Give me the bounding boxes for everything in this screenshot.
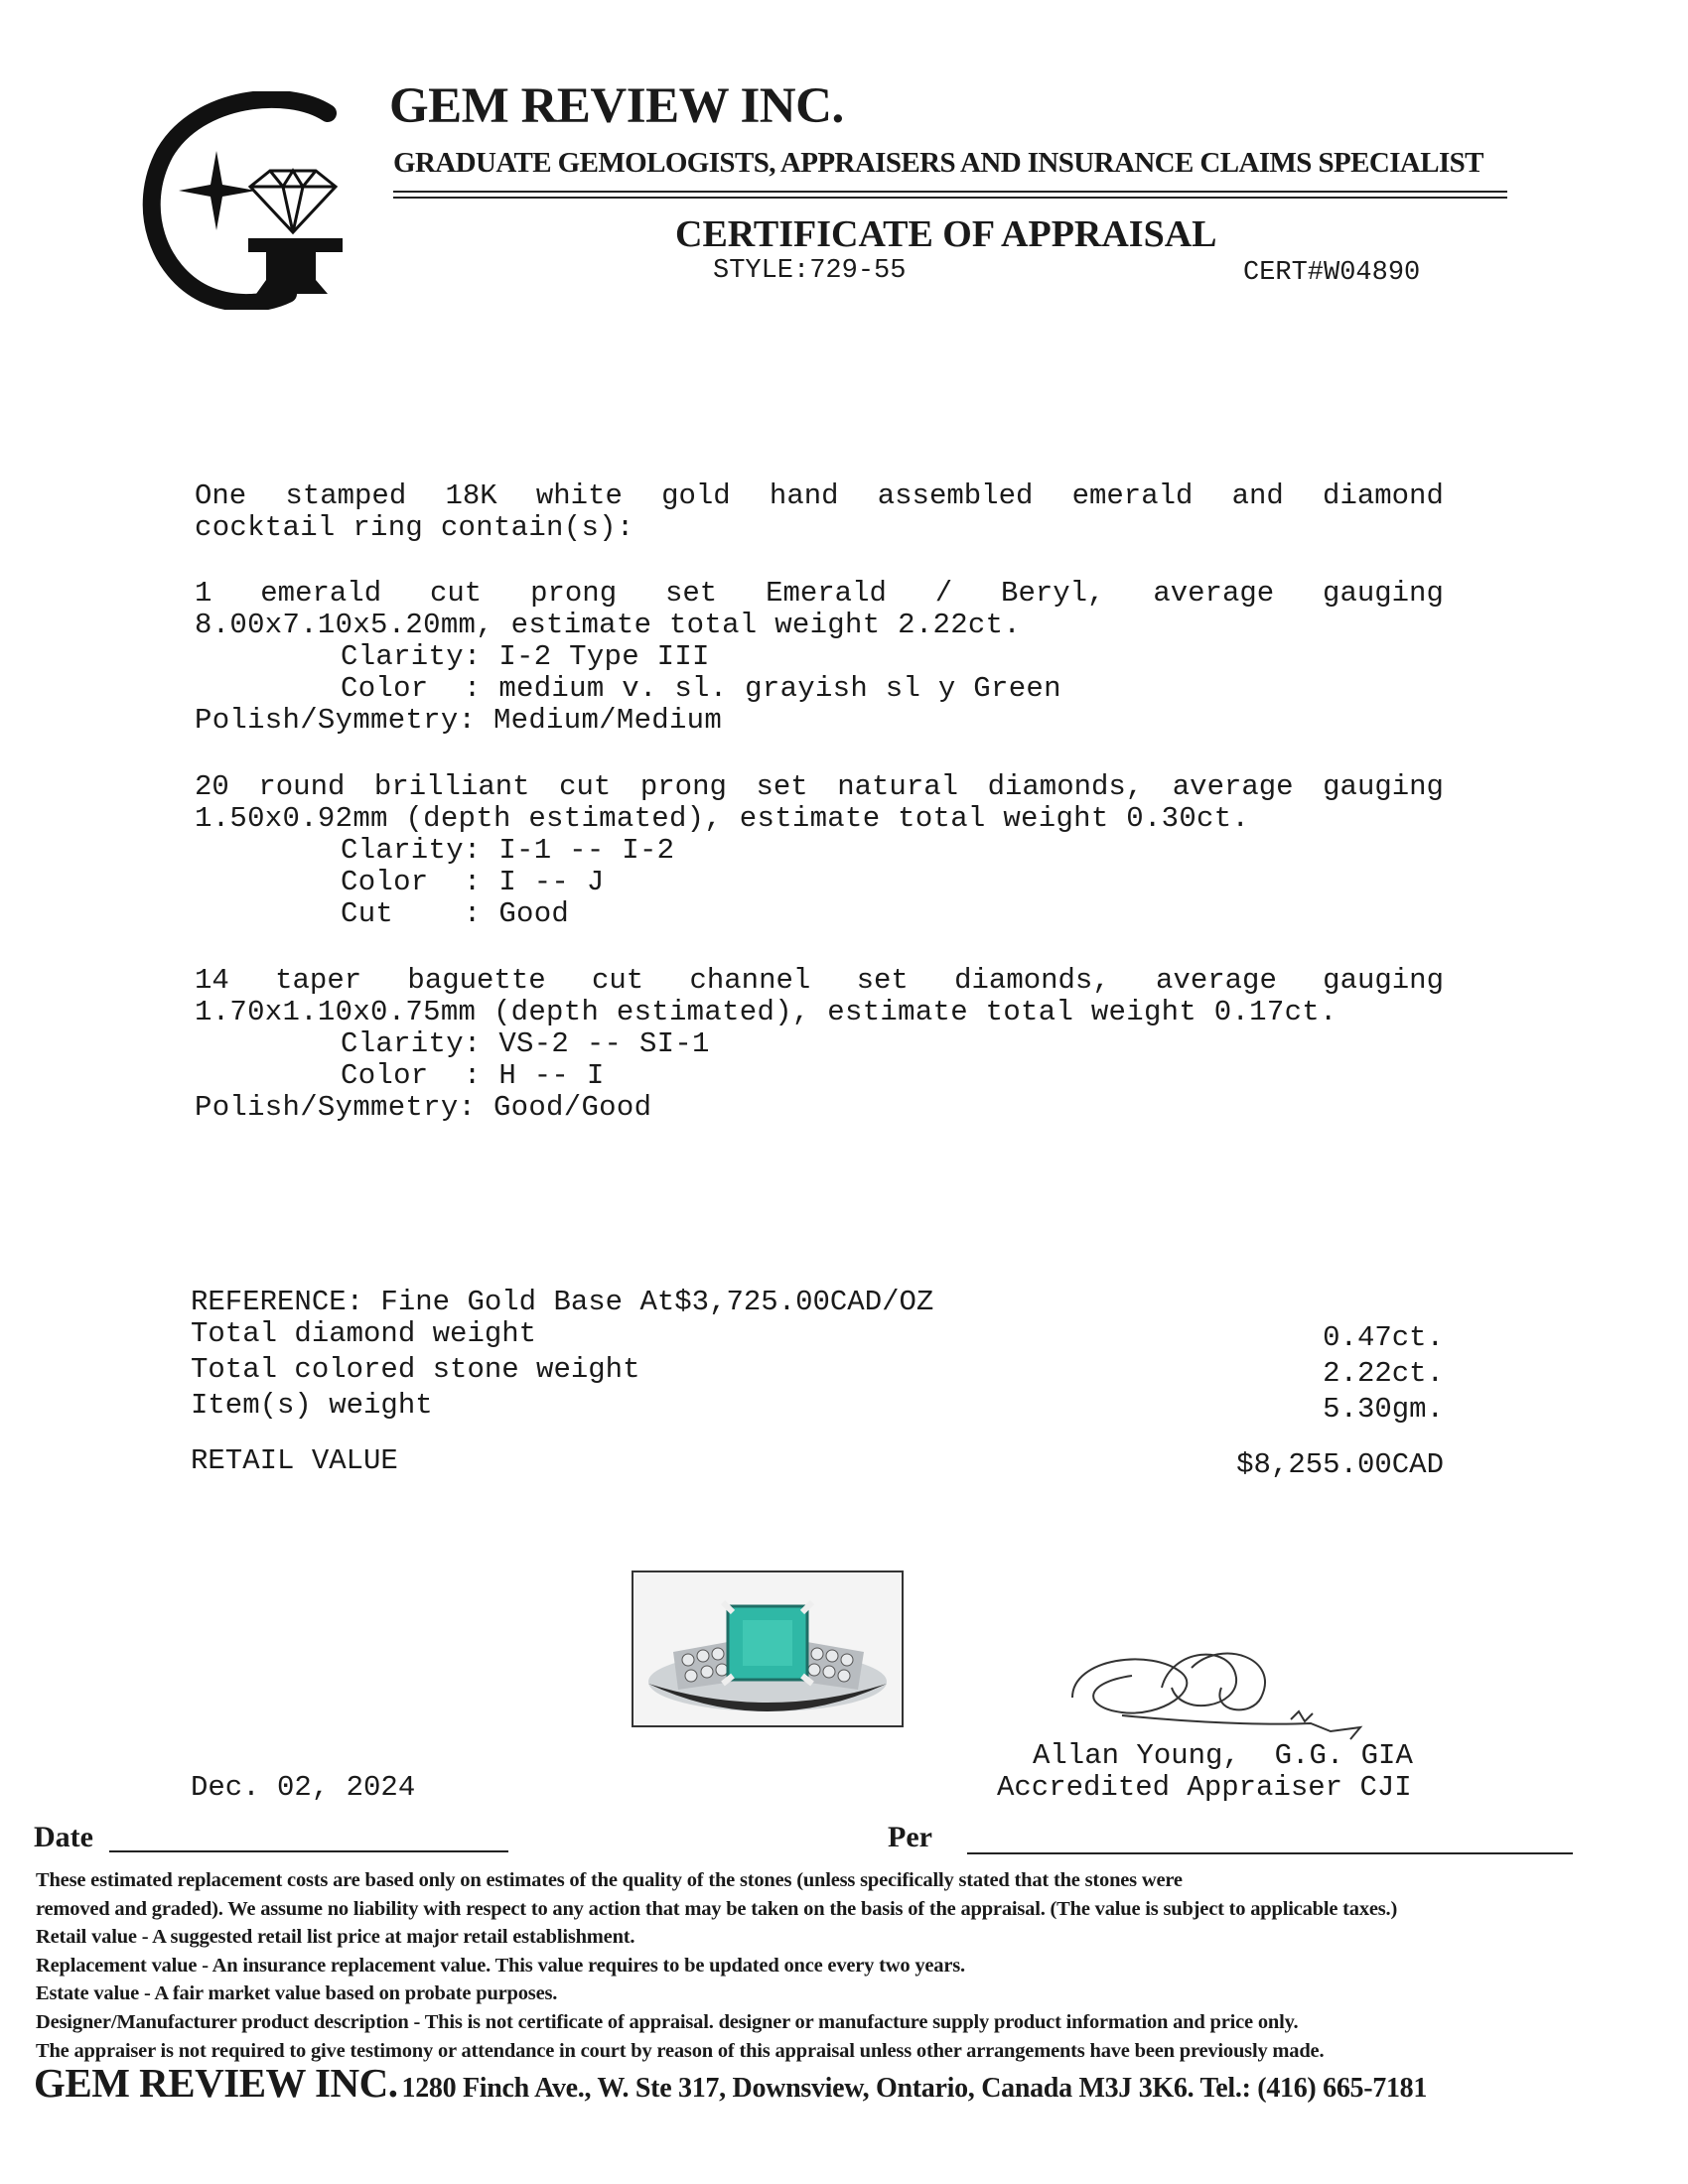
summary-row [191, 1318, 1444, 1354]
date-signature-line [109, 1850, 508, 1852]
summary-label: Total colored stone weight [191, 1353, 640, 1386]
word: One [195, 479, 247, 512]
footer [34, 2059, 1427, 2107]
word: channel [689, 964, 811, 997]
summary-value: 5.30gm. [1323, 1393, 1444, 1426]
baguette-diamond-details [195, 965, 1444, 1124]
word: cut [429, 577, 483, 610]
ring-photo-icon [633, 1572, 902, 1725]
word: prong [530, 577, 618, 610]
certificate-number: CERT#W04890 [1243, 258, 1421, 288]
retail-row [191, 1445, 1444, 1481]
summary-value: 2.22ct. [1323, 1357, 1444, 1390]
round-diamond-measurements: 1.50x0.92mm (depth estimated), estimate total weight 0.30ct. [195, 802, 1250, 835]
baguette-clarity: Clarity: VS-2 -- SI-1 [341, 1027, 710, 1060]
emerald-measurements: 8.00x7.10x5.20mm, estimate total weight 2.22ct. [195, 609, 1022, 641]
word: 14 [195, 964, 229, 997]
retail-value: $8,255.00CAD [1236, 1448, 1444, 1481]
summary-label: Item(s) weight [191, 1389, 433, 1422]
reference-text: REFERENCE: Fine Gold Base At$3,725.00CAD/OZ [191, 1286, 934, 1318]
word: / [934, 577, 953, 610]
word: set [664, 577, 718, 610]
word: gauging [1323, 964, 1444, 997]
round-diamond-clarity: Clarity: I-1 -- I-2 [341, 834, 675, 867]
word: natural [837, 770, 959, 803]
signature-icon [1062, 1628, 1380, 1757]
word: gauging [1323, 577, 1444, 610]
per-label: Per [888, 1821, 932, 1853]
footer-address: 1280 Finch Ave., W. Ste 317, Downsview, Ontario, Canada M3J 3K6. Tel.: (416) 665-7181 [401, 2073, 1428, 2104]
style-number: STYLE:729-55 [713, 256, 907, 286]
appraiser-title: Accredited Appraiser CJI [997, 1771, 1412, 1804]
per-signature-line [967, 1852, 1573, 1854]
round-diamond-cut: Cut : Good [341, 897, 570, 930]
disclaimer-line: These estimated replacement costs are based only on estimates of the quality of the stones (unless specifically stated that the stones were [36, 1869, 1183, 1891]
round-diamond-color: Color : I -- J [341, 866, 605, 898]
word: diamond [1323, 479, 1444, 512]
item-description [195, 480, 1444, 544]
disclaimer-line: Estate value - A fair market value based on probate purposes. [36, 1982, 558, 2005]
baguette-line [195, 965, 1444, 997]
word: assembled [877, 479, 1034, 512]
weight-summary [191, 1287, 1444, 1426]
date-label: Date [34, 1821, 93, 1853]
emerald-clarity: Clarity: I-2 Type III [341, 640, 710, 673]
company-name: GEM REVIEW INC. [389, 78, 844, 134]
word: stamped [285, 479, 407, 512]
emerald-details [195, 578, 1444, 737]
disclaimer [36, 1866, 1664, 2065]
baguette-color: Color : H -- I [341, 1059, 605, 1092]
word: average [1153, 577, 1275, 610]
word: gauging [1323, 770, 1444, 803]
word: emerald [1071, 479, 1194, 512]
word: brilliant [373, 770, 530, 803]
word: prong [639, 770, 727, 803]
summary-row [191, 1354, 1444, 1390]
word: hand [769, 479, 839, 512]
header-divider [393, 191, 1507, 193]
word: cut [591, 964, 644, 997]
word: emerald [260, 577, 382, 610]
summary-label: Total diamond weight [191, 1317, 537, 1350]
round-diamond-line [195, 771, 1444, 803]
word: and [1231, 479, 1284, 512]
disclaimer-line: The appraiser is not required to give testimony or attendance in court by reason of this appraisal unless other arrangements have been previously made. [36, 2039, 1325, 2062]
company-tagline: GRADUATE GEMOLOGISTS, APPRAISERS AND INSURANCE CLAIMS SPECIALIST [393, 147, 1483, 179]
word: diamonds, [987, 770, 1144, 803]
word: 18K [445, 479, 497, 512]
disclaimer-line: Retail value - A suggested retail list price at major retail establishment. [36, 1926, 635, 1949]
word: Beryl, [1001, 577, 1105, 610]
word: average [1172, 770, 1294, 803]
emerald-line [195, 578, 1444, 610]
appraisal-date: Dec. 02, 2024 [191, 1771, 416, 1804]
ring-photo [632, 1570, 904, 1727]
round-diamond-details [195, 771, 1444, 930]
appraiser-name: Allan Young, G.G. GIA [1033, 1739, 1413, 1772]
description-line [195, 480, 1444, 512]
description-line: cocktail ring contain(s): [195, 511, 634, 544]
word: average [1156, 964, 1277, 997]
word: 20 [195, 770, 229, 803]
word: 1 [195, 577, 212, 610]
company-logo-icon [139, 91, 377, 310]
baguette-measurements: 1.70x1.10x0.75mm (depth estimated), estimate total weight 0.17ct. [195, 996, 1337, 1028]
disclaimer-line: Replacement value - An insurance replacement value. This value requires to be updated once every two years. [36, 1954, 965, 1977]
emerald-color: Color : medium v. sl. grayish sl y Green [341, 672, 1061, 705]
footer-company-name: GEM REVIEW INC. [34, 2060, 398, 2106]
word: cut [559, 770, 612, 803]
word: round [258, 770, 346, 803]
retail-value-row [191, 1445, 1444, 1481]
word: set [756, 770, 808, 803]
word: taper [275, 964, 362, 997]
summary-value: 0.47ct. [1323, 1321, 1444, 1354]
baguette-polish: Polish/Symmetry: Good/Good [195, 1091, 652, 1124]
word: baguette [407, 964, 546, 997]
disclaimer-line: removed and graded). We assume no liability with respect to any action that may be taken on the basis of the appraisal. (The value is subject to applicable taxes.) [36, 1897, 1398, 1920]
retail-label: RETAIL VALUE [191, 1444, 398, 1477]
certificate-title: CERTIFICATE OF APPRAISAL [675, 213, 1217, 255]
disclaimer-line: Designer/Manufacturer product description - This is not certificate of appraisal. designer or manufacture supply product information and price only. [36, 2010, 1299, 2033]
word: set [856, 964, 909, 997]
summary-row [191, 1390, 1444, 1426]
reference-line [191, 1287, 1444, 1318]
header-divider [393, 197, 1507, 199]
emerald-polish: Polish/Symmetry: Medium/Medium [195, 704, 723, 737]
word: Emerald [766, 577, 887, 610]
word: white [535, 479, 623, 512]
word: gold [661, 479, 731, 512]
word: diamonds, [954, 964, 1110, 997]
